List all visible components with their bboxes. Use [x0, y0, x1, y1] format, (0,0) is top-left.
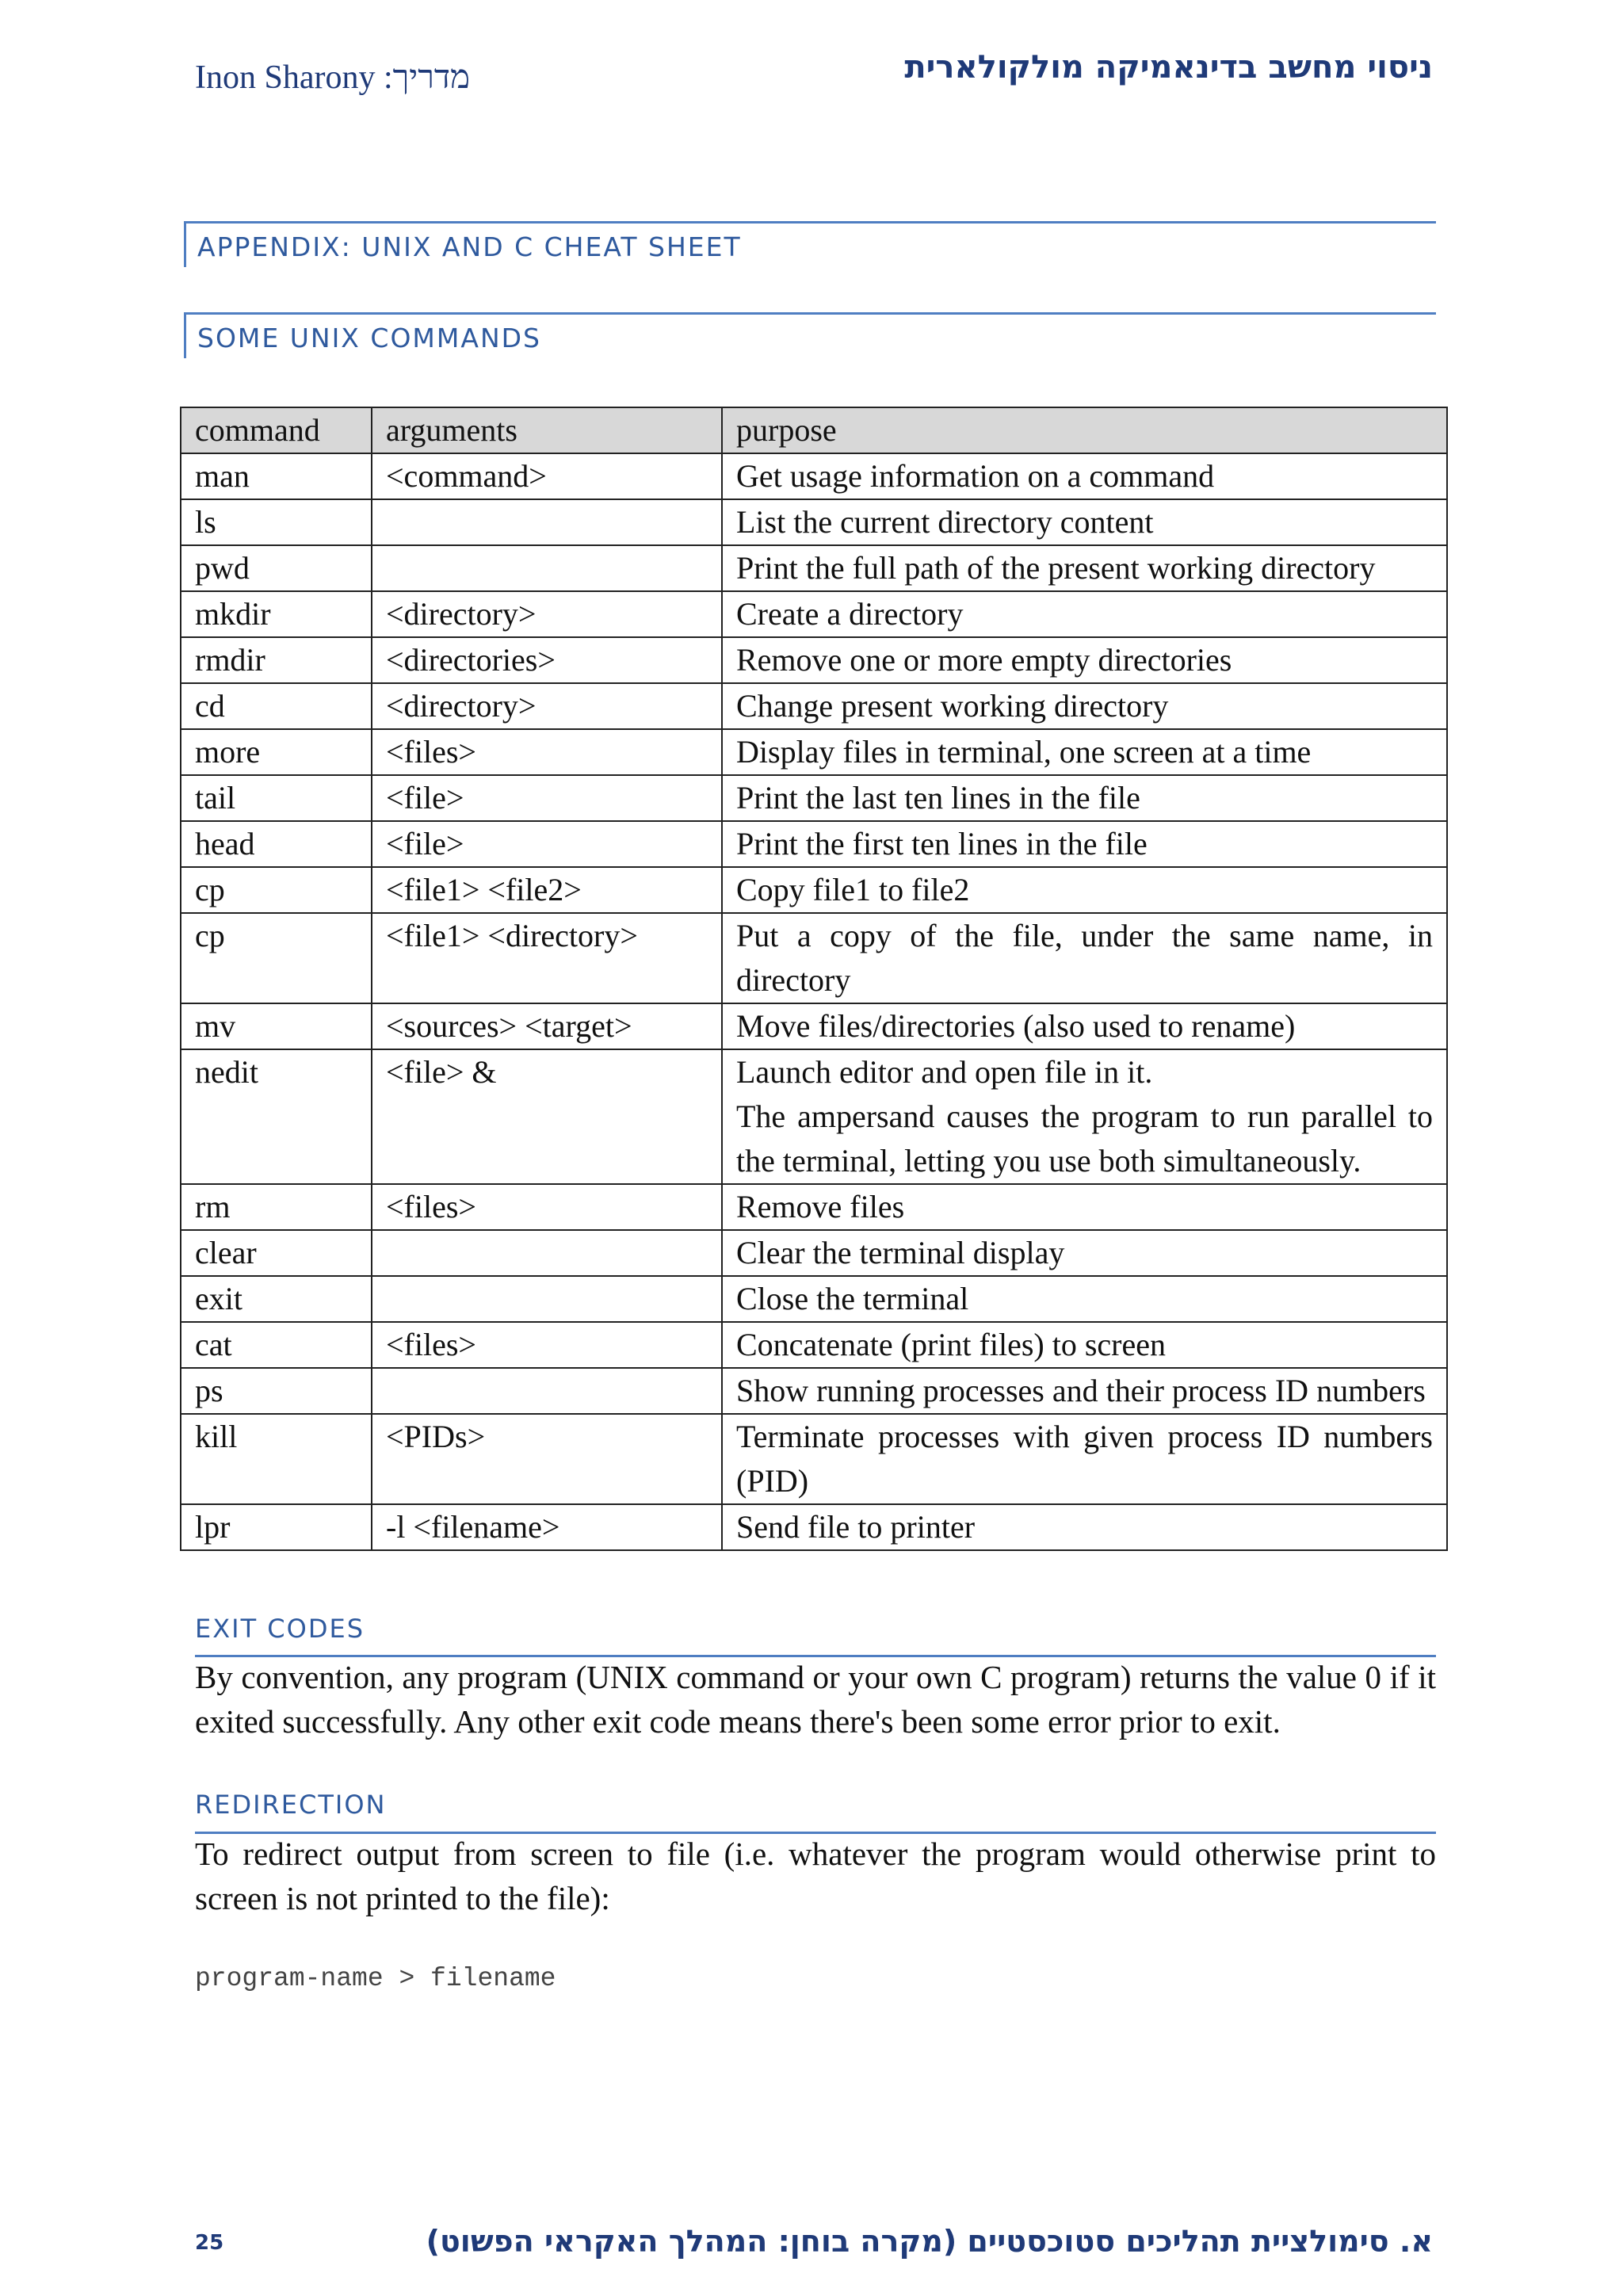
command-cell: cd	[181, 683, 372, 729]
table-row	[181, 1184, 1447, 1230]
purpose-text: Remove one or more empty directories	[736, 642, 1232, 678]
arguments-cell: <PIDs>	[372, 1414, 722, 1504]
table-row	[181, 1276, 1447, 1322]
arguments-cell: <file1> <file2>	[372, 867, 722, 913]
footer-chapter-title: א. סימולציית תהליכים סטוכסטיים (מקרה בוחן: המהלך האקראי הפשוט)	[426, 2224, 1433, 2259]
arguments-cell: <file> &	[372, 1049, 722, 1184]
arguments-cell: <file>	[372, 775, 722, 821]
purpose-cell	[722, 453, 1447, 499]
redirection-text: To redirect output from screen to file (i.e. whatever the program would otherwise print to screen is not printed to the file):	[195, 1836, 1436, 1916]
arguments-cell	[372, 1276, 722, 1322]
arguments-cell: <directory>	[372, 591, 722, 637]
purpose-cell	[722, 1003, 1447, 1049]
purpose-cell	[722, 821, 1447, 867]
arguments-cell: <files>	[372, 1184, 722, 1230]
unix-commands-table	[180, 407, 1448, 1551]
command-cell: cp	[181, 913, 372, 1003]
arguments-cell: <command>	[372, 453, 722, 499]
table-row	[181, 1322, 1447, 1368]
arguments-cell: <sources> <target>	[372, 1003, 722, 1049]
table-header-row	[181, 407, 1447, 453]
command-cell: clear	[181, 1230, 372, 1276]
purpose-text-continued: The ampersand causes the program to run parallel to the terminal, letting you use both simultaneously.	[736, 1098, 1433, 1179]
table-row	[181, 1414, 1447, 1504]
header-instructor: מדריך: Inon Sharony	[195, 59, 471, 96]
table-row	[181, 453, 1447, 499]
table-row	[181, 775, 1447, 821]
arguments-cell	[372, 1230, 722, 1276]
purpose-text: List the current directory content	[736, 504, 1154, 540]
command-cell: rmdir	[181, 637, 372, 683]
appendix-title: APPENDIX: UNIX AND C CHEAT SHEET	[197, 231, 742, 262]
command-cell: lpr	[181, 1504, 372, 1550]
purpose-text: Print the full path of the present working directory	[736, 550, 1376, 586]
purpose-cell	[722, 867, 1447, 913]
table-row	[181, 545, 1447, 591]
table-row	[181, 821, 1447, 867]
appendix-heading	[184, 221, 1436, 267]
command-cell: nedit	[181, 1049, 372, 1184]
arguments-cell: <directory>	[372, 683, 722, 729]
purpose-cell	[722, 545, 1447, 591]
purpose-cell	[722, 1504, 1447, 1550]
purpose-cell	[722, 1230, 1447, 1276]
purpose-text: Concatenate (print files) to screen	[736, 1327, 1166, 1362]
command-cell: cp	[181, 867, 372, 913]
table-row	[181, 867, 1447, 913]
purpose-text: Launch editor and open file in it.	[736, 1054, 1153, 1090]
redirection-code: program-name > filename	[195, 1964, 556, 1993]
page-number: 25	[195, 2231, 224, 2255]
command-cell: kill	[181, 1414, 372, 1504]
arguments-cell: <files>	[372, 1322, 722, 1368]
purpose-text: Display files in terminal, one screen at a time	[736, 734, 1312, 770]
command-cell: more	[181, 729, 372, 775]
purpose-cell	[722, 913, 1447, 1003]
purpose-text: Move files/directories (also used to rename)	[736, 1008, 1296, 1044]
header-command: command	[181, 407, 372, 453]
table-row	[181, 1049, 1447, 1184]
table-row	[181, 1230, 1447, 1276]
purpose-cell	[722, 637, 1447, 683]
table-row	[181, 729, 1447, 775]
header-purpose: purpose	[722, 407, 1447, 453]
purpose-text: Show running processes and their process ID numbers	[736, 1373, 1426, 1408]
arguments-cell: -l <filename>	[372, 1504, 722, 1550]
command-cell: cat	[181, 1322, 372, 1368]
command-cell: exit	[181, 1276, 372, 1322]
purpose-text: Put a copy of the file, under the same name, in directory	[736, 918, 1433, 998]
purpose-cell	[722, 1049, 1447, 1184]
exit-codes-text: By convention, any program (UNIX command or your own C program) returns the value 0 if it exited successfully. Any other exit code means there's been some error prior to exit.	[195, 1659, 1436, 1740]
table-row	[181, 1368, 1447, 1414]
command-cell: man	[181, 453, 372, 499]
purpose-text: Print the last ten lines in the file	[736, 780, 1140, 816]
purpose-cell	[722, 1414, 1447, 1504]
purpose-cell	[722, 683, 1447, 729]
purpose-cell	[722, 591, 1447, 637]
purpose-cell	[722, 1184, 1447, 1230]
command-cell: pwd	[181, 545, 372, 591]
purpose-text: Send file to printer	[736, 1509, 976, 1545]
table-row	[181, 913, 1447, 1003]
header-arguments: arguments	[372, 407, 722, 453]
arguments-cell	[372, 545, 722, 591]
unix-commands-title: SOME UNIX COMMANDS	[197, 323, 541, 353]
table-row	[181, 499, 1447, 545]
purpose-cell	[722, 729, 1447, 775]
arguments-cell	[372, 1368, 722, 1414]
purpose-cell	[722, 1322, 1447, 1368]
unix-commands-heading	[184, 312, 1436, 358]
command-cell: ps	[181, 1368, 372, 1414]
purpose-text: Clear the terminal display	[736, 1235, 1065, 1270]
purpose-text: Change present working directory	[736, 688, 1169, 724]
redirection-title: REDIRECTION	[195, 1790, 387, 1820]
header-course-title: ניסוי מחשב בדינאמיקה מולקולארית	[904, 49, 1433, 86]
command-cell: tail	[181, 775, 372, 821]
command-cell: mv	[181, 1003, 372, 1049]
purpose-text: Close the terminal	[736, 1281, 969, 1316]
purpose-cell	[722, 1368, 1447, 1414]
purpose-cell	[722, 775, 1447, 821]
purpose-text: Remove files	[736, 1189, 905, 1224]
arguments-cell: <file1> <directory>	[372, 913, 722, 1003]
purpose-text: Print the first ten lines in the file	[736, 826, 1148, 861]
table-row	[181, 1504, 1447, 1550]
table-row	[181, 637, 1447, 683]
command-cell: ls	[181, 499, 372, 545]
arguments-cell: <directories>	[372, 637, 722, 683]
purpose-cell	[722, 499, 1447, 545]
command-cell: rm	[181, 1184, 372, 1230]
purpose-text: Get usage information on a command	[736, 458, 1215, 494]
purpose-text: Copy file1 to file2	[736, 872, 970, 907]
purpose-text: Terminate processes with given process ID numbers (PID)	[736, 1419, 1433, 1499]
arguments-cell: <files>	[372, 729, 722, 775]
table-row	[181, 683, 1447, 729]
table-row	[181, 1003, 1447, 1049]
arguments-cell	[372, 499, 722, 545]
command-cell: head	[181, 821, 372, 867]
table-body	[181, 453, 1447, 1550]
table-row	[181, 591, 1447, 637]
purpose-text: Create a directory	[736, 596, 964, 632]
purpose-cell	[722, 1276, 1447, 1322]
command-cell: mkdir	[181, 591, 372, 637]
arguments-cell: <file>	[372, 821, 722, 867]
exit-codes-title: EXIT CODES	[195, 1614, 365, 1644]
